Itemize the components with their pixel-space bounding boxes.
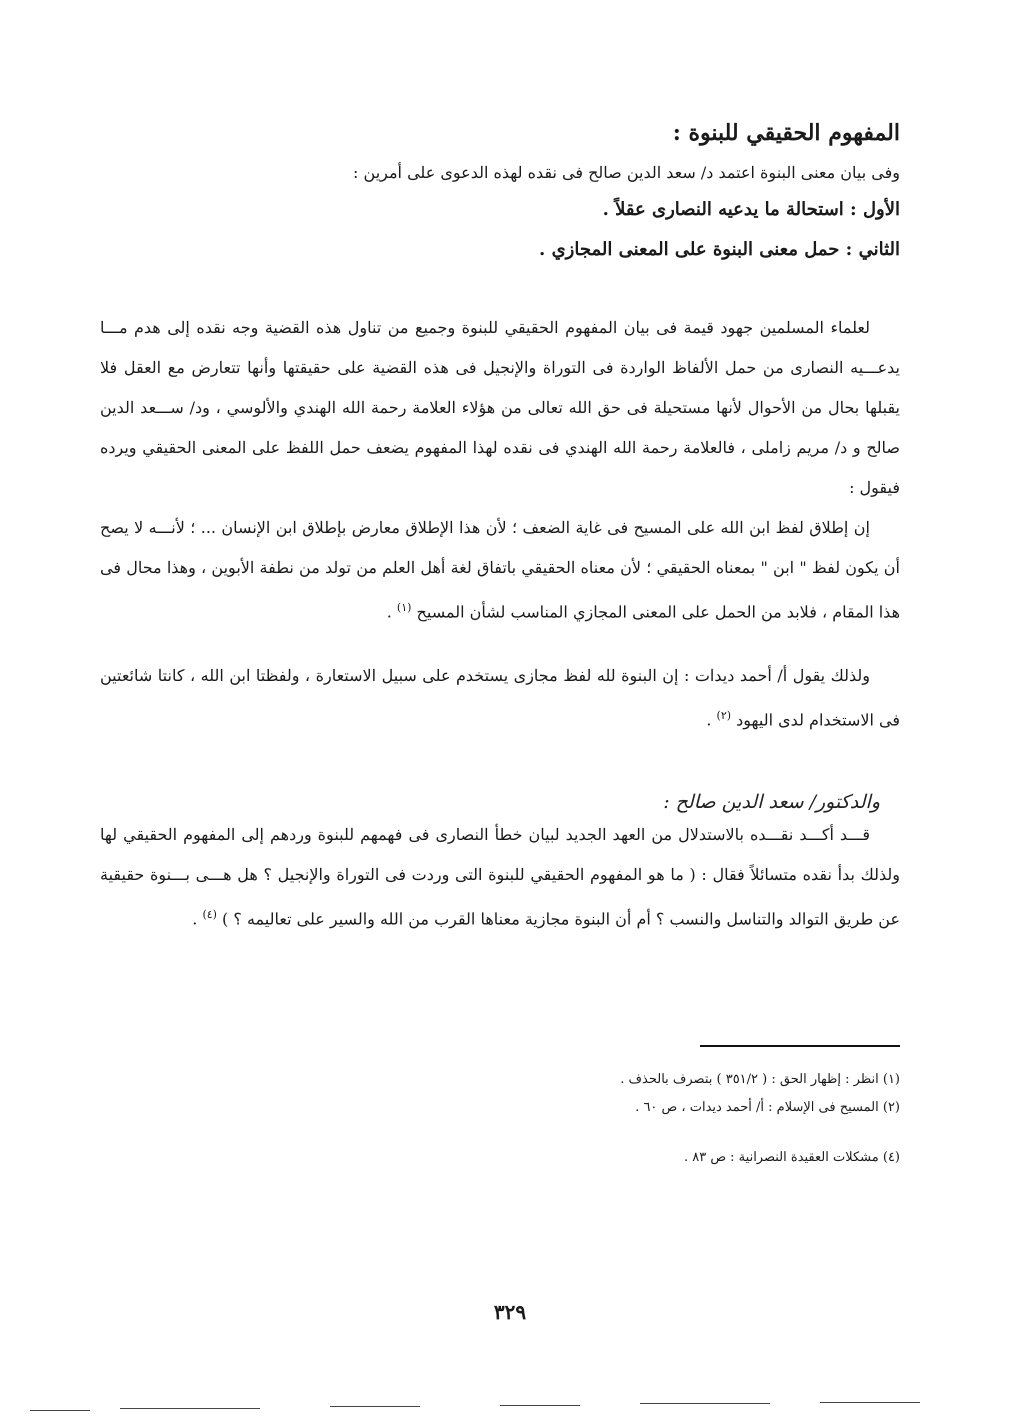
- scan-line: [330, 1406, 420, 1407]
- footnotes: [300, 1066, 900, 1172]
- footnote-ref-4: (٤): [202, 907, 217, 921]
- scan-line: [30, 1410, 90, 1411]
- footnote-ref-2: (٢): [716, 709, 732, 723]
- paragraph-2: إن إطلاق لفظ ابن الله على المسيح فى غاية الضعف ؛ لأن هذا الإطلاق معارض بإطلاق ابن الإنسان ... ؛ لأنـــه لا يصح أن يكون لفظ " ابن " بمعناه الحقيقي ؛ لأن معناه الحقيقي باتفاق لغة أهل العلم من تولد من نطفة الأبوين ، وهذا محال فى هذا المقام ، فلابد من الحمل على المعنى المجازي المناسب لشأن المسيح $^{(١)}$ .: [100, 518, 900, 622]
- footnote-divider: [700, 1045, 900, 1047]
- intro-line: وفى بيان معنى البنوة اعتمد د/ سعد الدين صالح فى نقده لهذه الدعوى على أمرين :: [353, 163, 900, 182]
- paragraph-4: قـــد أكـــد نقـــده بالاستدلال من العهد الجديد لبيان خطأ النصارى فى فهمهم للبنوة وردهم إلى المفهوم الحقيقي لها ولذلك بدأ نقده متسائلاً فقال : ( ما هو المفهوم الحقيقي للبنوة التى وردت فى التوراة والإنجيل ؟ هل هـــى بـــنوة حقيقية عن طريق التوالد والتناسل والنسب ؟ أم أن البنوة مجازية معناها القرب من الله والسير على تعاليمه ؟ ) $^{(٤)}$ .: [100, 824, 900, 928]
- footnote-ref-1: (١): [396, 601, 412, 614]
- paragraph-3-text: ولذلك يقول أ/ أحمد ديدات : إن البنوة لله لفظ مجازى يستخدم على سبيل الاستعارة ، ولفظتا ابن الله ، كانتا شائعتين فى الاستخدام لدى اليهود: [100, 666, 900, 730]
- footnote-4: (٤) مشكلات العقيدة النصرانية : ص ٨٣ .: [683, 1150, 900, 1165]
- section-heading: المفهوم الحقيقي للبنوة :: [672, 120, 900, 146]
- point-first: الأول : استحالة ما يدعيه النصارى عقلاً .: [602, 199, 900, 220]
- page-body: [100, 120, 900, 939]
- paragraph-2-text: إن إطلاق لفظ ابن الله على المسيح فى غاية الضعف ؛ لأن هذا الإطلاق معارض بإطلاق ابن الإنسان ... ؛ لأنـــه لا يصح أن يكون لفظ " ابن " بمعناه الحقيقي ؛ لأن معناه الحقيقي باتفاق لغة أهل العلم من تولد من نطفة الأبوين ، وهذا محال فى هذا المقام ، فلابد من الحمل على المعنى المجازي المناسب لشأن المسيح: [100, 518, 900, 622]
- paragraph-4-text: قـــد أكـــد نقـــده بالاستدلال من العهد الجديد لبيان خطأ النصارى فى فهمهم للبنوة وردهم إلى المفهوم الحقيقي لها ولذلك بدأ نقده متسائلاً فقال : ( ما هو المفهوم الحقيقي للبنوة التى وردت فى التوراة والإنجيل ؟ هل هـــى بـــنوة حقيقية عن طريق التوالد والتناسل والنسب ؟ أم أن البنوة مجازية معناها القرب من الله والسير على تعاليمه ؟ ): [100, 824, 900, 928]
- handwritten-annotation: والدكتور/ سعد الدين صالح :: [663, 790, 880, 813]
- footnote-1: (١) انظر : إظهار الحق : ( ٣٥١/٢ ) بتصرف بالحذف .: [620, 1072, 900, 1087]
- scan-line: [120, 1408, 260, 1409]
- paragraph-3: ولذلك يقول أ/ أحمد ديدات : إن البنوة لله لفظ مجازى يستخدم على سبيل الاستعارة ، ولفظتا ابن الله ، كانتا شائعتين فى الاستخدام لدى اليهود $^{(٢)}$ .: [100, 666, 900, 730]
- point-second: الثاني : حمل معنى البنوة على المعنى المجازي .: [539, 239, 900, 260]
- scan-line: [820, 1402, 920, 1403]
- page-number: ٣٢٩: [493, 1300, 527, 1324]
- footnote-2: (٢) المسيح فى الإسلام : أ/ أحمد ديدات ، ص ٦٠ .: [635, 1100, 900, 1115]
- scan-line: [640, 1403, 770, 1404]
- scan-line: [500, 1405, 580, 1406]
- paragraph-1: لعلماء المسلمين جهود قيمة فى بيان المفهوم الحقيقي للبنوة وجميع من تناول هذه القضية وجه نقده إلى هدم مـــا يدعـــيه النصارى من حمل الألفاظ الواردة فى التوراة والإنجيل فى هذه القضية على حقيقتها وأنها تتعارض مع العقل فلا يقبلها بحال من الأحوال لأنها مستحيلة فى حق الله تعالى من هؤلاء العلامة رحمة الله الهندي والألوسي ، ود/ ســـعد الدين صالح و د/ مريم زاملى ، فالعلامة رحمة الله الهندي فى نقده لهذا المفهوم يضعف حمل اللفظ على المعنى الحقيقي ويرده فيقول :: [100, 318, 901, 497]
